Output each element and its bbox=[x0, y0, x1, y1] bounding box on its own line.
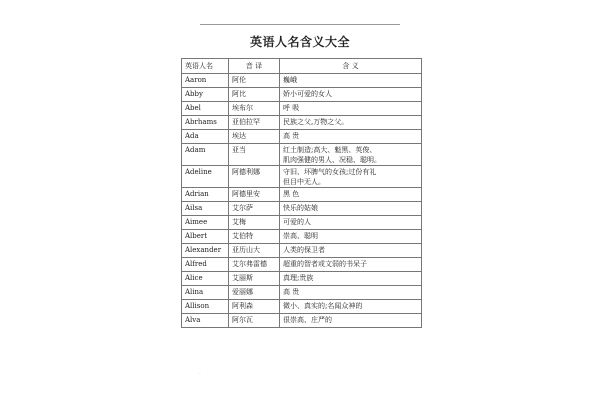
cell-english-name: Adeline bbox=[182, 166, 229, 188]
cell-transliteration: 艾丽斯 bbox=[229, 272, 280, 286]
names-table bbox=[181, 58, 422, 328]
cell-english-name: Alina bbox=[182, 286, 229, 300]
table-row bbox=[182, 244, 422, 258]
cell-english-name: Alva bbox=[182, 314, 229, 328]
cell-transliteration: 阿利森 bbox=[229, 300, 280, 314]
table-row bbox=[182, 188, 422, 202]
cell-english-name: Abel bbox=[182, 102, 229, 116]
cell-meaning bbox=[280, 202, 422, 216]
meaning-line: 娇小可爱的女人 bbox=[283, 90, 332, 98]
cell-meaning bbox=[280, 166, 422, 188]
meaning-line: 红土制造;高大、魁黑、英俊、 bbox=[283, 146, 377, 154]
cell-meaning bbox=[280, 258, 422, 272]
meaning-line: 超重的智者或文弱的书呆子 bbox=[283, 260, 367, 268]
meaning-line: 黑 色 bbox=[283, 190, 300, 198]
cell-transliteration: 艾伯特 bbox=[229, 230, 280, 244]
table-row bbox=[182, 272, 422, 286]
cell-english-name: Albert bbox=[182, 230, 229, 244]
table-row bbox=[182, 258, 422, 272]
cell-meaning bbox=[280, 130, 422, 144]
cell-transliteration: 阿德利娜 bbox=[229, 166, 280, 188]
table-row bbox=[182, 202, 422, 216]
cell-meaning bbox=[280, 74, 422, 88]
meaning-line: 高 贵 bbox=[283, 288, 300, 296]
meaning-line: 真理;贵族 bbox=[283, 274, 314, 282]
cell-english-name: Adrian bbox=[182, 188, 229, 202]
table-row bbox=[182, 130, 422, 144]
cell-english-name: Alfred bbox=[182, 258, 229, 272]
cell-transliteration: 阿伦 bbox=[229, 74, 280, 88]
cell-meaning bbox=[280, 102, 422, 116]
meaning-line: 崇高、聪明 bbox=[283, 232, 318, 240]
cell-transliteration: 阿德里安 bbox=[229, 188, 280, 202]
stray-mark: · bbox=[199, 371, 201, 378]
table-row bbox=[182, 88, 422, 102]
cell-english-name: Allison bbox=[182, 300, 229, 314]
document-title: 英语人名含义大全 bbox=[249, 35, 350, 49]
cell-english-name: Abby bbox=[182, 88, 229, 102]
cell-english-name: Ada bbox=[182, 130, 229, 144]
meaning-line: 巍峨 bbox=[283, 76, 297, 84]
cell-transliteration: 艾尔弗雷德 bbox=[229, 258, 280, 272]
meaning-line: 微小、真实的;名闻众神的 bbox=[283, 302, 363, 310]
cell-transliteration: 阿比 bbox=[229, 88, 280, 102]
header-transliteration: 音 译 bbox=[229, 59, 280, 74]
cell-english-name: Aaron bbox=[182, 74, 229, 88]
cell-english-name: Aimee bbox=[182, 216, 229, 230]
meaning-line: 可爱的人 bbox=[283, 218, 311, 226]
cell-english-name: Alice bbox=[182, 272, 229, 286]
cell-transliteration: 埃达 bbox=[229, 130, 280, 144]
cell-meaning bbox=[280, 216, 422, 230]
cell-transliteration: 爱丽娜 bbox=[229, 286, 280, 300]
cell-meaning bbox=[280, 116, 422, 130]
meaning-line: 守旧、坏脾气的女孩;过份有礼 bbox=[283, 168, 377, 176]
table-row bbox=[182, 144, 422, 166]
cell-meaning bbox=[280, 144, 422, 166]
cell-english-name: Ailsa bbox=[182, 202, 229, 216]
cell-meaning bbox=[280, 244, 422, 258]
meaning-line: 肌肉强健的男人、况稳、聪明。 bbox=[283, 156, 381, 164]
cell-transliteration: 艾梅 bbox=[229, 216, 280, 230]
header-meaning: 含 义 bbox=[280, 59, 422, 74]
top-rule bbox=[200, 24, 400, 25]
table-row bbox=[182, 314, 422, 328]
cell-english-name: Adam bbox=[182, 144, 229, 166]
cell-meaning bbox=[280, 286, 422, 300]
meaning-line: 很崇高、庄严的 bbox=[283, 316, 332, 324]
cell-transliteration: 亚当 bbox=[229, 144, 280, 166]
cell-meaning bbox=[280, 272, 422, 286]
cell-transliteration: 亚历山大 bbox=[229, 244, 280, 258]
cell-transliteration: 阿尔瓦 bbox=[229, 314, 280, 328]
meaning-line: 民族之父,万物之父。 bbox=[283, 118, 349, 126]
table-row bbox=[182, 74, 422, 88]
cell-meaning bbox=[280, 300, 422, 314]
cell-meaning bbox=[280, 188, 422, 202]
cell-transliteration: 亚伯拉罕 bbox=[229, 116, 280, 130]
table-row bbox=[182, 116, 422, 130]
cell-meaning bbox=[280, 88, 422, 102]
cell-english-name: Abrhams bbox=[182, 116, 229, 130]
table-row bbox=[182, 286, 422, 300]
table-row bbox=[182, 102, 422, 116]
table-row bbox=[182, 230, 422, 244]
meaning-line: 高 贵 bbox=[283, 132, 300, 140]
meaning-line: 快乐的姑娘 bbox=[283, 204, 318, 212]
meaning-line: 人类的保卫者 bbox=[283, 246, 325, 254]
table-row bbox=[182, 166, 422, 188]
meaning-line: 呼 吸 bbox=[283, 104, 300, 112]
table-row bbox=[182, 216, 422, 230]
table-row bbox=[182, 300, 422, 314]
meaning-line: 但目中无人。 bbox=[283, 178, 325, 186]
cell-meaning bbox=[280, 230, 422, 244]
cell-english-name: Alexander bbox=[182, 244, 229, 258]
cell-meaning bbox=[280, 314, 422, 328]
cell-transliteration: 艾尔萨 bbox=[229, 202, 280, 216]
cell-transliteration: 埃布尔 bbox=[229, 102, 280, 116]
header-english-name: 英语人名 bbox=[182, 59, 229, 74]
table-header-row bbox=[182, 59, 422, 74]
